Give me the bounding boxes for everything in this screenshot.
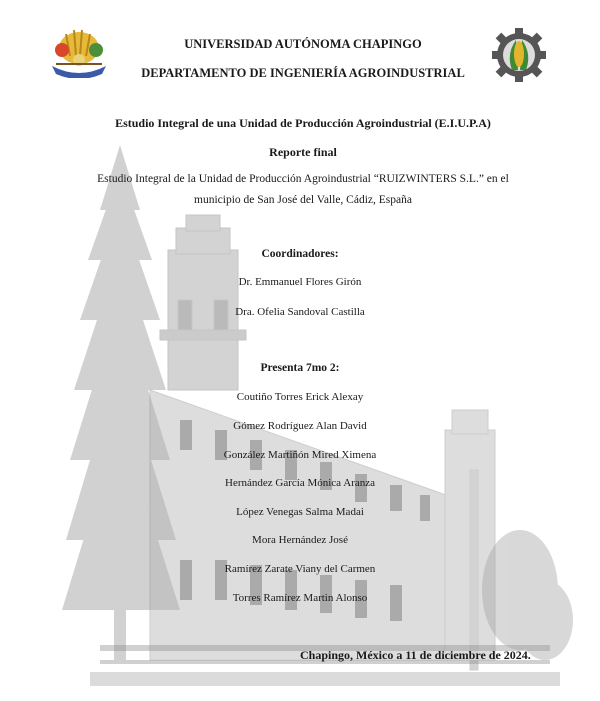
- presenter-name: López Venegas Salma Madai: [236, 506, 364, 518]
- presenter-name: González Martiñón Mired Ximena: [223, 449, 377, 461]
- presenter-name: Gómez Rodríguez Alan David: [233, 420, 367, 432]
- document-subtitle-line-2: municipio de San José del Valle, Cádiz, España: [194, 194, 412, 206]
- presenter-name: Hernández García Mónica Aranza: [225, 477, 375, 489]
- presenters-heading: Presenta 7mo 2:: [260, 362, 340, 374]
- presenter-name: Mora Hernández José: [252, 534, 348, 546]
- report-type: Reporte final: [269, 145, 337, 159]
- document-subtitle-line-1: Estudio Integral de la Unidad de Producción Agroindustrial “RUIZWINTERS S.L.” en el: [97, 173, 509, 185]
- coordinators-heading: Coordinadores:: [261, 248, 339, 260]
- facade-watermark: [150, 390, 495, 670]
- presenter-name: Torres Ramírez Martin Alonso: [232, 592, 368, 604]
- coordinator-name: Dr. Emmanuel Flores Girón: [238, 276, 362, 288]
- place-and-date: Chapingo, México a 11 de diciembre de 2024.: [300, 648, 531, 662]
- presenter-name: Coutiño Torres Erick Alexay: [236, 391, 364, 403]
- coordinator-name: Dra. Ofelia Sandoval Castilla: [235, 306, 365, 318]
- department-name: DEPARTAMENTO DE INGENIERÍA AGROINDUSTRIAL: [141, 66, 465, 80]
- university-name: UNIVERSIDAD AUTÓNOMA CHAPINGO: [184, 37, 422, 51]
- document-title: Estudio Integral de una Unidad de Producción Agroindustrial (E.I.U.P.A): [115, 116, 491, 130]
- presenter-name: Ramírez Zarate Viany del Carmen: [224, 563, 376, 575]
